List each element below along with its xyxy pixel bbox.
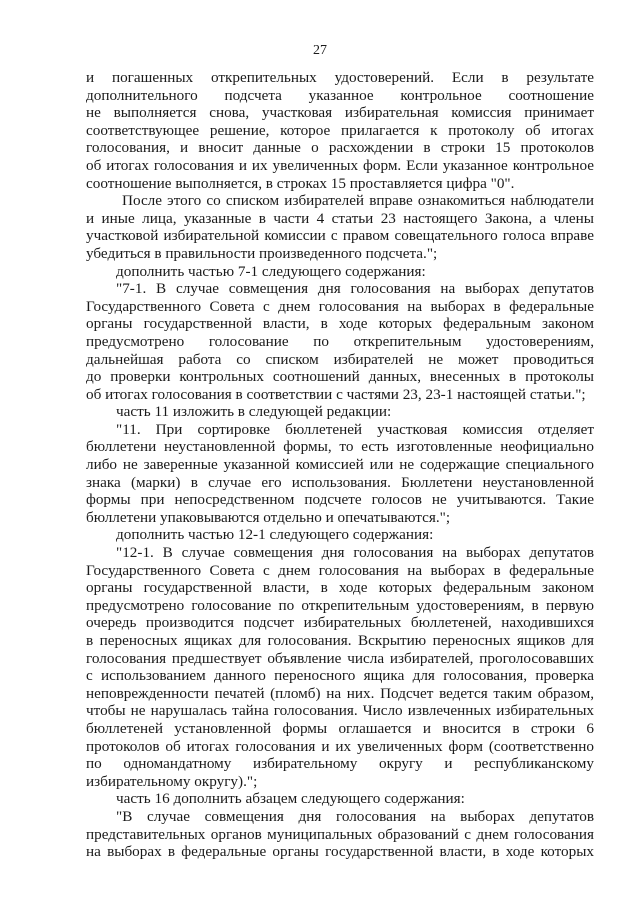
paragraph	[86, 808, 594, 861]
text-line: органы государственной власти, в ходе которых федеральным законом	[86, 315, 594, 333]
text-line: до проверки контрольных соотношений данных, внесенных в протоколы	[86, 368, 594, 386]
text-line: формы при непосредственном подсчете голосов не учитываются. Такие	[86, 491, 594, 509]
text-line: об итогах голосования и их увеличенных форм. Если указанное контрольное	[86, 156, 594, 174]
paragraph	[86, 403, 594, 421]
text-line: "12-1. В случае совмещения дня голосования на выборах депутатов	[116, 544, 594, 562]
text-line: часть 11 изложить в следующей редакции:	[116, 403, 392, 421]
paragraph	[86, 69, 594, 192]
text-line: участковой избирательной комиссии с правом совещательного голоса вправе	[86, 227, 594, 245]
text-line: "7-1. В случае совмещения дня голосования на выборах депутатов	[116, 280, 594, 298]
text-line: дальнейшая работа со списком избирателей не может проводиться	[86, 350, 594, 368]
paragraph	[86, 790, 594, 808]
text-line: либо не заверенные указанной комиссией или не содержащие специального	[86, 456, 594, 474]
text-line: бюллетеней установленной формы оглашается и вносится в строки 6	[86, 719, 594, 737]
text-line: не выполняется снова, участковая избирательная комиссия принимает	[86, 104, 594, 122]
paragraph	[86, 280, 594, 403]
paragraph	[86, 544, 594, 790]
text-line: дополнить частью 12-1 следующего содержания:	[116, 526, 434, 544]
text-line: и иные лица, указанные в части 4 статьи 23 настоящего Закона, а члены	[86, 209, 594, 227]
text-line: чтобы не нарушалась тайна голосования. Число извлеченных избирательных	[86, 702, 594, 720]
paragraph	[86, 192, 594, 262]
text-line: "11. При сортировке бюллетеней участковая комиссия отделяет	[116, 420, 594, 438]
text-line: предусмотрено голосование по открепительным удостоверениям, в первую	[86, 596, 594, 614]
text-line: знака (марки) в случае его использования. Бюллетени неустановленной	[86, 473, 594, 491]
text-line: бюллетени упаковываются отдельно и опечатываются.";	[86, 508, 451, 526]
text-line: часть 16 дополнить абзацем следующего содержания:	[116, 790, 465, 808]
text-line: органы государственной власти, в ходе которых федеральным законом	[86, 579, 594, 597]
text-line: об итогах голосования в соответствии с частями 23, 23-1 настоящей статьи.";	[86, 385, 586, 403]
text-line: Государственного Совета с днем голосования на выборах в федеральные	[86, 297, 594, 315]
text-line: протоколов об итогах голосования и их увеличенных форм (соответственно	[86, 737, 594, 755]
text-line: и погашенных открепительных удостоверений. Если в результате	[86, 69, 594, 86]
text-line: голосования предшествует объявление числа избирателей, проголосовавших	[86, 649, 594, 667]
document-body	[86, 69, 594, 861]
text-line: избирательному округу).";	[86, 772, 258, 790]
text-line: неповрежденности печатей (пломб) на них. Подсчет ведется таким образом,	[86, 684, 594, 702]
text-line: дополнительного подсчета указанное контрольное соотношение	[86, 86, 594, 104]
text-line: дополнить частью 7-1 следующего содержания:	[116, 262, 426, 280]
text-line: по одномандатному избирательному округу и республиканскому	[86, 755, 594, 773]
text-line: "В случае совмещения дня голосования на выборах депутатов	[116, 807, 594, 825]
text-line: бюллетени неустановленной формы, то есть изготовленные неофициально	[86, 438, 594, 456]
text-line: предусмотрено голосование по открепительным удостоверениям,	[86, 332, 594, 350]
paragraph	[86, 263, 594, 281]
text-line: соотношение выполняется, в строках 15 проставляется цифра "0".	[86, 174, 515, 192]
text-line: с использованием данного переносного ящика для голосования, проверка	[86, 667, 594, 685]
text-line: в переносных ящиках для голосования. Вскрытию переносных ящиков для	[86, 632, 594, 649]
text-line: очередь производится подсчет избирательных бюллетеней, находившихся	[86, 614, 594, 632]
text-line: голосования, и вносит данные о расхождении в строки 15 протоколов	[86, 139, 594, 157]
paragraph	[86, 526, 594, 544]
text-line: Государственного Совета с днем голосования на выборах в федеральные	[86, 561, 594, 579]
text-line: представительных органов муниципальных образований с днем голосования	[86, 825, 594, 843]
page-number: 27	[313, 43, 327, 58]
text-line: После этого со списком избирателей вправе ознакомиться наблюдатели	[122, 192, 594, 210]
text-line: на выборах в федеральные органы государственной власти, в ходе которых	[86, 843, 594, 861]
text-line: убедиться в правильности произведенного подсчета.";	[86, 244, 438, 262]
text-line: соответствующее решение, которое прилагается к протоколу об итогах	[86, 121, 594, 139]
paragraph	[86, 421, 594, 527]
